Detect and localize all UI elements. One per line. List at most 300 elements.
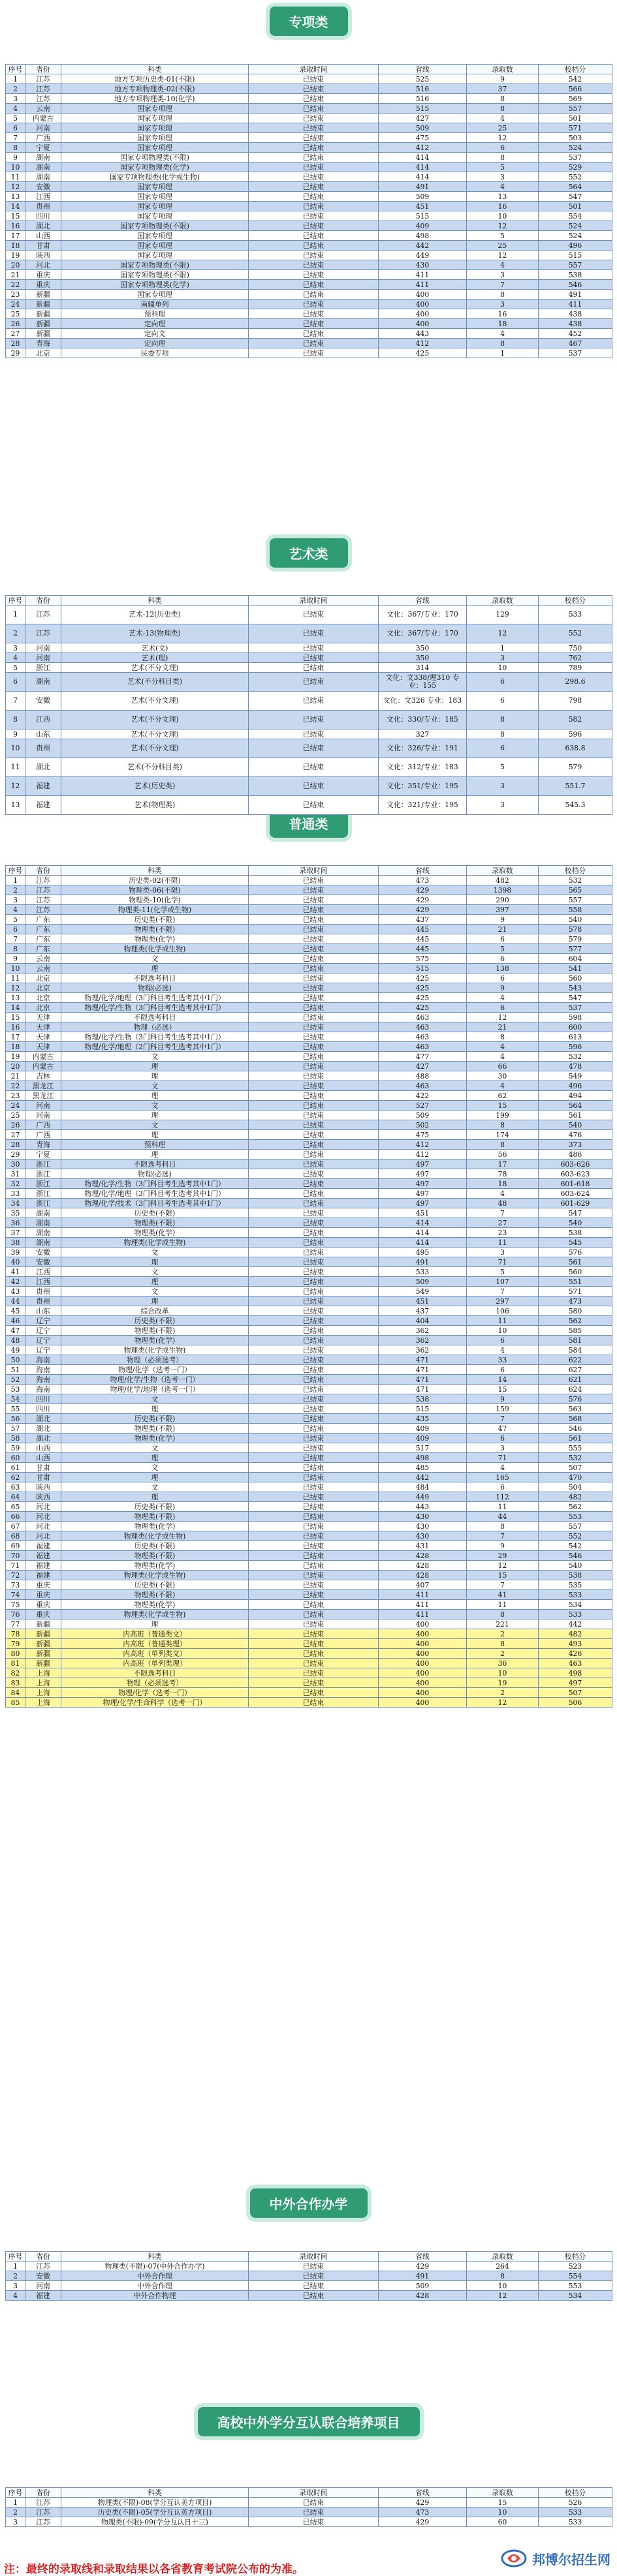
table-cell: 25: [467, 241, 539, 251]
table-cell: 409: [379, 1424, 467, 1434]
table-cell: 4: [6, 905, 25, 915]
table-cell: 400: [379, 1659, 467, 1668]
table-cell: 已结束: [249, 1013, 379, 1022]
table-cell: 已结束: [249, 1443, 379, 1453]
table-cell: 河南: [25, 653, 61, 663]
table-cell: 已结束: [249, 1502, 379, 1512]
table-cell: 6: [467, 1365, 539, 1375]
table-cell: 6: [467, 1482, 539, 1492]
table-cell: 443: [379, 1502, 467, 1512]
table-cell: 46: [6, 1316, 25, 1326]
table-cell: 491: [539, 290, 612, 299]
table-cell: 409: [379, 221, 467, 231]
table-cell: 山西: [25, 1453, 61, 1463]
table-row: [6, 1649, 612, 1659]
table-cell: 77: [6, 1619, 25, 1629]
table-cell: 历史类(不限): [61, 1414, 249, 1424]
table-cell: 湖南: [25, 1218, 61, 1228]
table-cell: 物理/化学/地理（3门科目考生选考其中1门）: [61, 1189, 249, 1199]
table-cell: 已结束: [249, 1130, 379, 1140]
table-cell: 地方专项物理类-02(不限): [61, 84, 249, 94]
table-cell: 已结束: [249, 2291, 379, 2301]
table-cell: 物理类(化学): [61, 1522, 249, 1531]
table-cell: 8: [6, 944, 25, 954]
table-row: [6, 1619, 612, 1629]
table-cell: 已结束: [249, 1091, 379, 1101]
table-cell: 12: [467, 221, 539, 231]
table-cell: 7: [467, 1208, 539, 1218]
table-cell: 65: [6, 1502, 25, 1512]
table-cell: 北京: [25, 993, 61, 1003]
table-cell: 吉林: [25, 1071, 61, 1081]
table-cell: 9: [467, 74, 539, 84]
table-cell: 10: [467, 211, 539, 221]
table-cell: 442: [379, 1473, 467, 1482]
table-cell: 540: [539, 915, 612, 925]
table-row: [6, 114, 612, 123]
table-cell: 物理/化学/生物（3门科目考生选考其中1门）: [61, 1179, 249, 1189]
table-cell: 文: [61, 1267, 249, 1277]
table-cell: 物理类(不限): [61, 1218, 249, 1228]
table-cell: 557: [539, 1522, 612, 1531]
table-cell: 北京: [25, 348, 61, 358]
table-cell: 7: [467, 1414, 539, 1424]
table-row: [6, 84, 612, 94]
table-row: [6, 1179, 612, 1189]
table-cell: 494: [539, 1091, 612, 1101]
table-cell: 56: [467, 1150, 539, 1159]
table-row: [6, 895, 612, 905]
table-row: [6, 1316, 612, 1326]
table-cell: 辽宁: [25, 1345, 61, 1355]
table-cell: 内高班（单列类文）: [61, 1649, 249, 1659]
table-cell: 已结束: [249, 1619, 379, 1629]
column-header: 录取数: [467, 2488, 539, 2498]
table-cell: 159: [467, 1404, 539, 1414]
table-cell: 15: [467, 1385, 539, 1394]
table-row: [6, 1492, 612, 1502]
table-cell: 549: [539, 1071, 612, 1081]
table-cell: 已结束: [249, 1189, 379, 1199]
table-cell: 甘肃: [25, 1473, 61, 1482]
table-row: [6, 1257, 612, 1267]
table-cell: 535: [539, 1580, 612, 1590]
table-cell: 17: [6, 1032, 25, 1042]
table-cell: 新疆: [25, 1649, 61, 1659]
table-cell: 407: [379, 1580, 467, 1590]
table-cell: 理: [61, 1130, 249, 1140]
table-cell: 473: [379, 876, 467, 885]
table-cell: 国家专项理: [61, 104, 249, 114]
table-cell: 艺术-12(历史类): [61, 606, 249, 624]
table-cell: 已结束: [249, 1414, 379, 1424]
table-row: [6, 1629, 612, 1639]
table-cell: 4: [467, 1052, 539, 1062]
table-row: [6, 1022, 612, 1032]
table-cell: 430: [379, 260, 467, 270]
table-cell: 4: [467, 993, 539, 1003]
table-cell: 物理类(化学): [61, 1561, 249, 1571]
table-cell: 621: [539, 1375, 612, 1385]
table-cell: 浙江: [25, 1189, 61, 1199]
table-cell: 文: [61, 1248, 249, 1257]
table-cell: 艺术(历史类): [61, 777, 249, 796]
column-header: 科类: [61, 65, 249, 74]
table-cell: 438: [539, 319, 612, 329]
table-row: [6, 1091, 612, 1101]
table-cell: 577: [539, 944, 612, 954]
table-cell: 物理类(化学或生物): [61, 1571, 249, 1580]
table-cell: 艺术(文): [61, 643, 249, 653]
table-cell: 425: [379, 348, 467, 358]
table-cell: 已结束: [249, 905, 379, 915]
table-cell: 13: [6, 993, 25, 1003]
table-cell: 563: [539, 1404, 612, 1414]
table-cell: 江苏: [25, 94, 61, 104]
table-cell: 70: [6, 1551, 25, 1561]
table-cell: 414: [379, 1238, 467, 1248]
table-header-row: [6, 596, 612, 606]
section-header-art: [0, 538, 617, 564]
table-cell: 18: [6, 1042, 25, 1052]
table-cell: 浙江: [25, 1179, 61, 1189]
table-row: [6, 2262, 612, 2271]
section-title: 普通类: [270, 808, 348, 838]
table-row: [6, 758, 612, 777]
table-cell: 532: [539, 1453, 612, 1463]
table-cell: 已结束: [249, 1179, 379, 1189]
table-cell: 16: [6, 1022, 25, 1032]
table-cell: 天津: [25, 1022, 61, 1032]
table-cell: 199: [467, 1111, 539, 1120]
table-cell: 已结束: [249, 241, 379, 251]
table-cell: 429: [379, 895, 467, 905]
table-cell: 9: [467, 1541, 539, 1551]
table-cell: 546: [539, 1551, 612, 1561]
table-cell: 24: [6, 299, 25, 309]
table-cell: 495: [379, 1248, 467, 1257]
column-header: 录取时间: [249, 2252, 379, 2262]
table-cell: 重庆: [25, 1600, 61, 1610]
table-cell: 定向理: [61, 319, 249, 329]
table-cell: 400: [379, 1639, 467, 1649]
table-cell: 493: [539, 1639, 612, 1649]
table-cell: 750: [539, 643, 612, 653]
table-cell: 艺术(不分科目类): [61, 673, 249, 692]
table-row: [6, 1668, 612, 1678]
table-cell: 安徽: [25, 1257, 61, 1267]
table-cell: 江苏: [25, 2517, 61, 2527]
table-cell: 437: [379, 1306, 467, 1316]
table-cell: 541: [539, 964, 612, 974]
table-cell: 429: [379, 885, 467, 895]
table-cell: 400: [379, 1698, 467, 1708]
table-cell: 已结束: [249, 104, 379, 114]
table-cell: 67: [6, 1522, 25, 1531]
table-cell: 已结束: [249, 319, 379, 329]
column-header: 省线: [379, 2252, 467, 2262]
table-cell: 地方专项历史类-01(不限): [61, 74, 249, 84]
table-cell: 28: [6, 1140, 25, 1150]
table-cell: 贵州: [25, 739, 61, 758]
table-cell: 江西: [25, 711, 61, 729]
table-cell: 4: [6, 653, 25, 663]
table-cell: 内高班（普通类文）: [61, 1629, 249, 1639]
table-cell: 638.8: [539, 739, 612, 758]
table-cell: 82: [6, 1668, 25, 1678]
table-row: [6, 74, 612, 84]
table-cell: 428: [379, 1571, 467, 1580]
table-cell: 4: [467, 1081, 539, 1091]
table-cell: 297: [467, 1296, 539, 1306]
table-cell: 河北: [25, 1512, 61, 1522]
column-header: 科类: [61, 2488, 249, 2498]
table-cell: 云南: [25, 954, 61, 964]
table-cell: 576: [539, 1248, 612, 1257]
table-cell: 湖南: [25, 172, 61, 182]
table-cell: 36: [467, 1659, 539, 1668]
table-cell: 23: [6, 290, 25, 299]
table-cell: 已结束: [249, 1639, 379, 1649]
table-cell: 湖北: [25, 221, 61, 231]
table-cell: 已结束: [249, 1081, 379, 1091]
table-cell: 43: [6, 1287, 25, 1296]
table-cell: 5: [467, 758, 539, 777]
table-cell: 已结束: [249, 1101, 379, 1111]
table-cell: 18: [467, 319, 539, 329]
table-cell: 福建: [25, 1561, 61, 1571]
table-cell: 762: [539, 653, 612, 663]
table-cell: 6: [6, 925, 25, 934]
table-cell: 431: [379, 1541, 467, 1551]
table-cell: 已结束: [249, 1287, 379, 1296]
table-cell: 622: [539, 1355, 612, 1365]
table-row: [6, 1502, 612, 1512]
table-cell: 重庆: [25, 270, 61, 280]
table-cell: 已结束: [249, 1453, 379, 1463]
table-cell: 15: [6, 211, 25, 221]
table-cell: 3: [6, 2281, 25, 2291]
table-cell: 428: [379, 1561, 467, 1571]
column-header: 校档分: [539, 2252, 612, 2262]
table-header-row: [6, 2252, 612, 2262]
table-cell: 文化：367/专业：170: [379, 606, 467, 624]
table-row: [6, 123, 612, 133]
table-cell: 8: [467, 153, 539, 162]
table-row: [6, 1111, 612, 1120]
table-cell: 553: [539, 2281, 612, 2291]
table-cell: 471: [379, 1375, 467, 1385]
table-cell: 509: [379, 1277, 467, 1287]
table-cell: 陕西: [25, 251, 61, 260]
table-cell: 物理类(不限): [61, 1512, 249, 1522]
table-cell: 560: [539, 1267, 612, 1277]
table-cell: 宁夏: [25, 143, 61, 153]
table-cell: 549: [379, 1287, 467, 1296]
table-cell: 30: [6, 1159, 25, 1169]
table-cell: 国家专项理: [61, 114, 249, 123]
table-cell: 506: [539, 1698, 612, 1708]
table-cell: 艺术(不分文理): [61, 663, 249, 673]
admission-table-sino-foreign: [5, 2251, 612, 2301]
table-cell: 综合改革: [61, 1306, 249, 1316]
table-row: [6, 231, 612, 241]
table-row: [6, 1424, 612, 1434]
table-cell: 不限选考科目: [61, 1159, 249, 1169]
table-cell: 江苏: [25, 905, 61, 915]
table-cell: 516: [379, 84, 467, 94]
table-cell: 497: [379, 1179, 467, 1189]
table-cell: 6: [467, 974, 539, 983]
table-cell: 3: [6, 2517, 25, 2527]
table-row: [6, 1541, 612, 1551]
table-cell: 7: [6, 934, 25, 944]
table-cell: 73: [6, 1580, 25, 1590]
table-cell: 55: [6, 1404, 25, 1414]
table-cell: 44: [467, 1512, 539, 1522]
table-cell: 物理类(不限)-08(学分互认美方项目): [61, 2498, 249, 2507]
table-cell: 重庆: [25, 1610, 61, 1619]
table-cell: 4: [467, 329, 539, 339]
table-cell: 已结束: [249, 1561, 379, 1571]
table-cell: 515: [379, 104, 467, 114]
table-row: [6, 663, 612, 673]
table-cell: 81: [6, 1659, 25, 1668]
table-cell: 28: [6, 339, 25, 348]
table-row: [6, 777, 612, 796]
table-cell: 56: [6, 1414, 25, 1424]
table-cell: 天津: [25, 1042, 61, 1052]
table-cell: 定向文: [61, 329, 249, 339]
table-cell: 11: [6, 172, 25, 182]
table-cell: 已结束: [249, 758, 379, 777]
table-cell: 理: [61, 1492, 249, 1502]
table-cell: 国家专项物理类(不限): [61, 260, 249, 270]
table-cell: 物理/化学/技术（3门科目考生选考其中1门）: [61, 1199, 249, 1208]
table-cell: 文化：367/专业：170: [379, 624, 467, 643]
table-cell: 2: [467, 1688, 539, 1698]
table-cell: 内蒙古: [25, 114, 61, 123]
table-cell: 400: [379, 1629, 467, 1639]
table-cell: 1: [6, 2262, 25, 2271]
table-cell: 475: [379, 133, 467, 143]
table-cell: 浙江: [25, 1169, 61, 1179]
table-row: [6, 1130, 612, 1140]
table-cell: 482: [539, 1629, 612, 1639]
table-cell: 534: [539, 2291, 612, 2301]
table-cell: 555: [539, 1443, 612, 1453]
table-cell: 已结束: [249, 280, 379, 290]
table-cell: 四川: [25, 1404, 61, 1414]
table-row: [6, 290, 612, 299]
table-cell: 新疆: [25, 329, 61, 339]
table-cell: 2: [6, 84, 25, 94]
table-cell: 571: [539, 123, 612, 133]
table-cell: 7: [467, 1531, 539, 1541]
table-cell: 文化：330/专业：185: [379, 711, 467, 729]
table-cell: 已结束: [249, 251, 379, 260]
table-cell: 辽宁: [25, 1326, 61, 1336]
table-cell: 物理/化学/地理（选考一门）: [61, 1385, 249, 1394]
table-cell: 411: [379, 270, 467, 280]
table-cell: 国家专项物理类(不限): [61, 153, 249, 162]
table-cell: 贵州: [25, 1287, 61, 1296]
table-cell: 文: [61, 1287, 249, 1296]
table-cell: 河北: [25, 1522, 61, 1531]
section-title: 专项类: [270, 7, 348, 36]
table-row: [6, 182, 612, 192]
table-cell: 国家专项理: [61, 290, 249, 299]
table-cell: 云南: [25, 104, 61, 114]
table-cell: 15: [467, 1571, 539, 1580]
table-row: [6, 1443, 612, 1453]
table-cell: 482: [467, 876, 539, 885]
table-cell: 已结束: [249, 876, 379, 885]
column-header: 科类: [61, 2252, 249, 2262]
table-cell: 601-629: [539, 1199, 612, 1208]
table-cell: 449: [379, 251, 467, 260]
table-cell: 中外合作理: [61, 2281, 249, 2291]
table-cell: 427: [379, 1062, 467, 1071]
table-cell: 561: [539, 1434, 612, 1443]
table-cell: 31: [6, 1169, 25, 1179]
table-cell: 27: [6, 329, 25, 339]
table-cell: 物理类(化学): [61, 1600, 249, 1610]
table-cell: 文: [61, 1443, 249, 1453]
table-row: [6, 711, 612, 729]
table-cell: 48: [6, 1336, 25, 1345]
table-cell: 文化：326/专业：191: [379, 739, 467, 758]
table-cell: 497: [379, 1169, 467, 1179]
table-cell: 8: [467, 1140, 539, 1150]
table-cell: 412: [379, 1150, 467, 1159]
table-cell: 475: [379, 1130, 467, 1140]
table-cell: 已结束: [249, 162, 379, 172]
table-cell: 已结束: [249, 1600, 379, 1610]
table-row: [6, 1120, 612, 1130]
table-cell: 物理(必选): [61, 1169, 249, 1179]
table-cell: 429: [379, 2262, 467, 2271]
table-cell: 湖南: [25, 1208, 61, 1218]
table-cell: 596: [539, 729, 612, 739]
table-cell: 福建: [25, 2291, 61, 2301]
table-cell: 412: [379, 143, 467, 153]
table-cell: 21: [467, 925, 539, 934]
table-cell: 物理类(不限): [61, 925, 249, 934]
section-header-credit-program: [0, 2407, 617, 2433]
table-row: [6, 1404, 612, 1414]
table-cell: 451: [379, 1296, 467, 1306]
table-cell: 已结束: [249, 348, 379, 358]
table-cell: 江苏: [25, 2507, 61, 2517]
table-cell: 历史类(不限): [61, 1580, 249, 1590]
table-cell: 552: [539, 1531, 612, 1541]
table-cell: 9: [467, 983, 539, 993]
table-cell: 491: [379, 2271, 467, 2281]
table-row: [6, 1463, 612, 1473]
table-cell: 78: [467, 1169, 539, 1179]
table-cell: 已结束: [249, 2262, 379, 2271]
table-cell: 艺术(不分文理): [61, 739, 249, 758]
table-cell: 物理/化学/地理（2门科目考生选考其中1门）: [61, 1042, 249, 1052]
table-cell: 35: [6, 1208, 25, 1218]
table-cell: 442: [379, 241, 467, 251]
table-cell: 8: [6, 143, 25, 153]
table-cell: 浙江: [25, 663, 61, 673]
table-cell: 理: [61, 964, 249, 974]
table-cell: 物理/化学/生物（3门科目考生选考其中1门）: [61, 1032, 249, 1042]
table-cell: 历史类(不限): [61, 1541, 249, 1551]
